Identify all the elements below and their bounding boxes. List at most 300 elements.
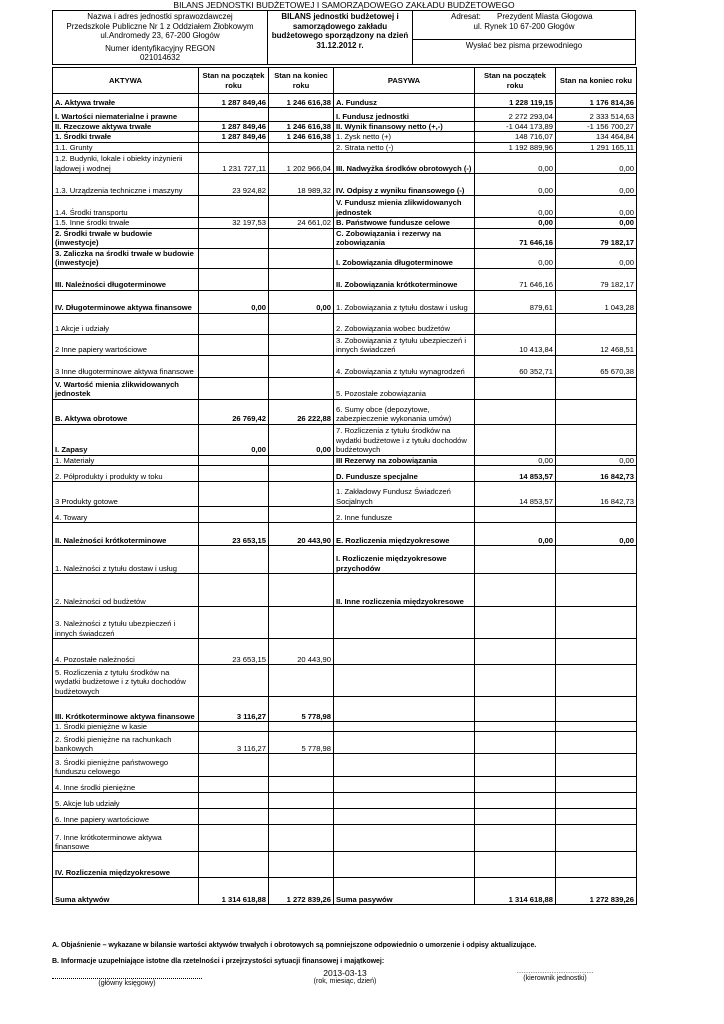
asset-end-value: 20 443,90 <box>269 523 334 546</box>
liability-name <box>334 607 475 639</box>
addressee-name: Prezydent Miasta Głogowa <box>497 12 593 21</box>
asset-end-value: 0,00 <box>269 424 334 455</box>
asset-end-value <box>269 754 334 777</box>
asset-end-value: 24 661,02 <box>269 218 334 228</box>
asset-start-value: 1 314 618,88 <box>199 878 269 905</box>
liability-end-value <box>556 732 637 754</box>
table-row <box>53 825 637 852</box>
liability-end-value <box>556 639 637 665</box>
table-row <box>53 153 637 174</box>
asset-end-value <box>269 722 334 732</box>
asset-end-value <box>269 196 334 218</box>
liability-end-value <box>556 507 637 523</box>
date-block <box>290 968 400 985</box>
liability-start-value <box>475 809 556 825</box>
asset-name: 2. Należności od budżetów <box>53 574 199 607</box>
asset-end-value <box>269 777 334 793</box>
asset-end-value <box>269 455 334 465</box>
asset-start-value <box>199 852 269 878</box>
liability-name: 4. Zobowiązania z tytułu wynagrodzeń <box>334 355 475 377</box>
table-row <box>53 313 637 334</box>
asset-name: 7. Inne krótkoterminowe aktywa finansowe <box>53 825 199 852</box>
asset-start-value <box>199 607 269 639</box>
col-header-aktywa: AKTYWA <box>53 68 199 94</box>
asset-start-value <box>199 466 269 482</box>
asset-end-value: 26 222,88 <box>269 399 334 424</box>
table-row <box>53 142 637 152</box>
liability-start-value: 879,61 <box>475 290 556 313</box>
liability-end-value: 16 842,73 <box>556 482 637 507</box>
asset-end-value: 5 778,98 <box>269 732 334 754</box>
liability-end-value <box>556 697 637 722</box>
liability-end-value <box>556 313 637 334</box>
asset-start-value: 1 287 849,46 <box>199 132 269 142</box>
liability-start-value: 1 228 119,15 <box>475 94 556 108</box>
col-header-pasywa: PASYWA <box>334 68 475 94</box>
liability-start-value: 1 314 618,88 <box>475 878 556 905</box>
table-row <box>53 424 637 455</box>
table-row <box>53 546 637 574</box>
asset-start-value: 23 653,15 <box>199 523 269 546</box>
table-row <box>53 108 637 122</box>
table-row <box>53 809 637 825</box>
table-row <box>53 574 637 607</box>
asset-name: 3. Należności z tytułu ubezpieczeń i innych świadczeń <box>53 607 199 639</box>
table-row <box>53 218 637 228</box>
asset-name: 4. Towary <box>53 507 199 523</box>
asset-start-value <box>199 482 269 507</box>
liability-end-value: 0,00 <box>556 523 637 546</box>
table-row <box>53 248 637 268</box>
asset-end-value <box>269 142 334 152</box>
asset-name: 1.2. Budynki, lokale i obiekty inżynierii lądowej i wodnej <box>53 153 199 174</box>
balance-table <box>52 67 637 905</box>
asset-name: 3. Zaliczka na środki trwałe w budowie (inwestycje) <box>53 248 199 268</box>
liability-start-value <box>475 665 556 697</box>
asset-name: 1. Środki trwałe <box>53 132 199 142</box>
asset-end-value <box>269 482 334 507</box>
liability-name: III Rezerwy na zobowiązania <box>334 455 475 465</box>
table-row <box>53 697 637 722</box>
liability-end-value: 134 464,84 <box>556 132 637 142</box>
asset-start-value: 23 653,15 <box>199 639 269 665</box>
liability-end-value <box>556 377 637 399</box>
asset-end-value <box>269 466 334 482</box>
liability-end-value <box>556 852 637 878</box>
liability-start-value: 71 646,16 <box>475 228 556 248</box>
liability-start-value: 0,00 <box>475 196 556 218</box>
liability-start-value: 10 413,84 <box>475 334 556 355</box>
liability-end-value <box>556 825 637 852</box>
table-row <box>53 377 637 399</box>
asset-end-value <box>269 334 334 355</box>
liability-end-value: 0,00 <box>556 455 637 465</box>
table-row <box>53 793 637 809</box>
liability-start-value <box>475 852 556 878</box>
asset-start-value <box>199 355 269 377</box>
liability-name: II. Inne rozliczenia międzyokresowe <box>334 574 475 607</box>
asset-name: B. Aktywa obrotowe <box>53 399 199 424</box>
asset-end-value: 1 246 616,38 <box>269 122 334 132</box>
asset-start-value <box>199 574 269 607</box>
asset-name: I. Zapasy <box>53 424 199 455</box>
asset-end-value <box>269 825 334 852</box>
liability-start-value: -1 044 173,89 <box>475 122 556 132</box>
liability-start-value: 0,00 <box>475 218 556 228</box>
asset-end-value: 18 989,32 <box>269 174 334 196</box>
asset-start-value <box>199 546 269 574</box>
asset-end-value <box>269 268 334 290</box>
liability-name <box>334 825 475 852</box>
liability-name: 6. Sumy obce (depozytowe, zabezpieczenie wykonania umów) <box>334 399 475 424</box>
asset-start-value <box>199 507 269 523</box>
asset-end-value <box>269 546 334 574</box>
asset-start-value: 1 287 849,46 <box>199 122 269 132</box>
liability-name: V. Fundusz mienia zlikwidowanych jednostek <box>334 196 475 218</box>
asset-start-value <box>199 108 269 122</box>
asset-end-value <box>269 313 334 334</box>
liability-end-value: 0,00 <box>556 153 637 174</box>
liability-name: Suma pasywów <box>334 878 475 905</box>
asset-end-value: 0,00 <box>269 290 334 313</box>
asset-start-value: 1 231 727,11 <box>199 153 269 174</box>
liability-start-value <box>475 574 556 607</box>
liability-start-value <box>475 697 556 722</box>
table-row <box>53 665 637 697</box>
asset-start-value: 3 116,27 <box>199 732 269 754</box>
liability-start-value: 71 646,16 <box>475 268 556 290</box>
liability-end-value <box>556 607 637 639</box>
asset-name: A. Aktywa trwałe <box>53 94 199 108</box>
liability-name: C. Zobowiązania i rezerwy na zobowiązania <box>334 228 475 248</box>
asset-name: 3 Inne długoterminowe aktywa finansowe <box>53 355 199 377</box>
asset-start-value <box>199 268 269 290</box>
table-row <box>53 94 637 108</box>
asset-name: 4. Inne środki pieniężne <box>53 777 199 793</box>
asset-name: V. Wartość mienia zlikwidowanych jednostek <box>53 377 199 399</box>
liability-name <box>334 665 475 697</box>
liability-end-value: 1 043,28 <box>556 290 637 313</box>
table-row <box>53 132 637 142</box>
asset-name: 1.4. Środki transportu <box>53 196 199 218</box>
balance-title-line1: BILANS jednostki budżetowej i <box>281 12 399 21</box>
liability-name: 2. Strata netto (-) <box>334 142 475 152</box>
asset-name: 1. Należności z tytułu dostaw i usług <box>53 546 199 574</box>
table-row <box>53 722 637 732</box>
asset-start-value <box>199 809 269 825</box>
liability-name <box>334 754 475 777</box>
asset-name: 2. Środki trwałe w budowie (inwestycje) <box>53 228 199 248</box>
asset-start-value: 0,00 <box>199 424 269 455</box>
table-row <box>53 466 637 482</box>
liability-end-value: 79 182,17 <box>556 228 637 248</box>
liability-name: 2. Inne fundusze <box>334 507 475 523</box>
liability-end-value: 65 670,38 <box>556 355 637 377</box>
liability-name <box>334 852 475 878</box>
asset-name: 6. Inne papiery wartościowe <box>53 809 199 825</box>
liability-name: 7. Rozliczenia z tytułu środków na wydatki budżetowe i z tytułu dochodów budżetowych <box>334 424 475 455</box>
liability-end-value: 0,00 <box>556 196 637 218</box>
asset-start-value: 32 197,53 <box>199 218 269 228</box>
liability-name <box>334 732 475 754</box>
accountant-label: (główny księgowy) <box>98 980 156 987</box>
liability-end-value <box>556 546 637 574</box>
asset-name: II. Należności krótkoterminowe <box>53 523 199 546</box>
document-title: BILANS JEDNOSTKI BUDŻETOWEJ I SAMORZĄDOWEGO ZAKŁADU BUDŻETOWEGO <box>173 0 515 10</box>
table-row <box>53 268 637 290</box>
table-row <box>53 174 637 196</box>
asset-name: IV. Długoterminowe aktywa finansowe <box>53 290 199 313</box>
liability-start-value <box>475 825 556 852</box>
liability-start-value: 1 192 889,96 <box>475 142 556 152</box>
asset-name: 5. Akcje lub udziały <box>53 793 199 809</box>
liability-name: 5. Pozostałe zobowiązania <box>334 377 475 399</box>
unit-label: Nazwa i adres jednostki sprawozdawczej <box>87 12 233 21</box>
liability-name: 2. Zobowiązania wobec budżetów <box>334 313 475 334</box>
liability-name: III. Nadwyżka środków obrotowych (-) <box>334 153 475 174</box>
balance-title-line3: budżetowego sporządzony na dzień <box>271 31 409 40</box>
asset-name: 3 Produkty gotowe <box>53 482 199 507</box>
liability-end-value: 79 182,17 <box>556 268 637 290</box>
unit-name: Przedszkole Publiczne Nr 1 z Oddziałem Żłobkowym <box>66 21 254 31</box>
table-row <box>53 196 637 218</box>
liability-end-value <box>556 722 637 732</box>
table-row <box>53 290 637 313</box>
asset-start-value <box>199 825 269 852</box>
col-header-liabilities-end: Stan na koniec roku <box>556 68 637 94</box>
regon-label: Numer identyfikacyjny REGON <box>105 43 215 53</box>
liability-name: I. Zobowiązania długoterminowe <box>334 248 475 268</box>
asset-name: 2. Środki pieniężne na rachunkach bankowych <box>53 732 199 754</box>
asset-name: 1.1. Grunty <box>53 142 199 152</box>
liability-start-value: 0,00 <box>475 153 556 174</box>
liability-name <box>334 809 475 825</box>
liability-end-value: 0,00 <box>556 218 637 228</box>
liability-name: D. Fundusze specjalne <box>334 466 475 482</box>
asset-start-value <box>199 248 269 268</box>
liability-start-value <box>475 793 556 809</box>
liability-name: B. Państwowe fundusze celowe <box>334 218 475 228</box>
asset-end-value: 20 443,90 <box>269 639 334 665</box>
table-row <box>53 334 637 355</box>
liability-name: I. Fundusz jednostki <box>334 108 475 122</box>
liability-end-value <box>556 574 637 607</box>
balance-title-line2: samorządowego zakładu <box>292 21 388 31</box>
liability-end-value <box>556 777 637 793</box>
asset-start-value <box>199 142 269 152</box>
liability-start-value <box>475 424 556 455</box>
asset-start-value <box>199 377 269 399</box>
table-row <box>53 355 637 377</box>
asset-end-value <box>269 248 334 268</box>
asset-end-value <box>269 574 334 607</box>
asset-start-value <box>199 722 269 732</box>
liability-name: I. Rozliczenie międzyokresowe przychodów <box>334 546 475 574</box>
liability-start-value: 0,00 <box>475 248 556 268</box>
asset-start-value <box>199 228 269 248</box>
liability-name: IV. Odpisy z wyniku finansowego (-) <box>334 174 475 196</box>
liability-end-value: 0,00 <box>556 174 637 196</box>
liability-name <box>334 777 475 793</box>
liability-start-value <box>475 313 556 334</box>
asset-end-value <box>269 809 334 825</box>
liability-start-value: 2 272 293,04 <box>475 108 556 122</box>
liability-end-value: 16 842,73 <box>556 466 637 482</box>
date-label: (rok, miesiąc, dzień) <box>313 978 377 985</box>
liability-start-value <box>475 732 556 754</box>
asset-start-value <box>199 455 269 465</box>
unit-address: ul.Andromedy 23, 67-200 Głogów <box>100 31 220 40</box>
col-header-assets-end: Stan na koniec roku <box>269 68 334 94</box>
asset-start-value: 26 769,42 <box>199 399 269 424</box>
asset-end-value: 5 778,98 <box>269 697 334 722</box>
regon-value: 021014632 <box>139 53 181 62</box>
col-header-assets-start: Stan na początek roku <box>199 68 269 94</box>
liability-start-value <box>475 607 556 639</box>
liability-end-value: 1 176 814,36 <box>556 94 637 108</box>
table-row <box>53 455 637 465</box>
liability-name <box>334 793 475 809</box>
header-table <box>52 10 636 65</box>
liability-end-value: 0,00 <box>556 248 637 268</box>
liability-end-value: 2 333 514,63 <box>556 108 637 122</box>
liability-end-value <box>556 424 637 455</box>
asset-start-value <box>199 196 269 218</box>
asset-end-value <box>269 852 334 878</box>
asset-name: I. Wartości niematerialne i prawne <box>53 108 199 122</box>
liability-end-value <box>556 399 637 424</box>
balance-title-cell <box>268 11 413 65</box>
liability-end-value <box>556 665 637 697</box>
liability-end-value: -1 156 700,27 <box>556 122 637 132</box>
asset-start-value <box>199 777 269 793</box>
liability-start-value: 0,00 <box>475 455 556 465</box>
table-row <box>53 122 637 132</box>
asset-name: 2 Inne papiery wartościowe <box>53 334 199 355</box>
table-row <box>53 507 637 523</box>
liability-start-value: 0,00 <box>475 174 556 196</box>
asset-name: Suma aktywów <box>53 878 199 905</box>
liability-end-value: 1 291 165,11 <box>556 142 637 152</box>
liability-end-value: 1 272 839,26 <box>556 878 637 905</box>
liability-name <box>334 639 475 665</box>
asset-start-value: 0,00 <box>199 290 269 313</box>
liability-start-value: 60 352,71 <box>475 355 556 377</box>
table-row <box>53 878 637 905</box>
liability-end-value: 12 468,51 <box>556 334 637 355</box>
asset-end-value <box>269 607 334 639</box>
table-row <box>53 852 637 878</box>
table-row <box>53 754 637 777</box>
asset-name: 1. Materiały <box>53 455 199 465</box>
liability-name: 3. Zobowiązania z tytułu ubezpieczeń i innych świadczeń <box>334 334 475 355</box>
reporting-unit-cell <box>53 11 268 65</box>
asset-name: IV. Rozliczenia międzyokresowe <box>53 852 199 878</box>
asset-name: 1. Środki pieniężne w kasie <box>53 722 199 732</box>
liability-name <box>334 722 475 732</box>
table-row <box>53 399 637 424</box>
asset-start-value <box>199 334 269 355</box>
liability-start-value: 148 716,07 <box>475 132 556 142</box>
asset-start-value: 3 116,27 <box>199 697 269 722</box>
asset-start-value: 1 287 849,46 <box>199 94 269 108</box>
liability-start-value <box>475 399 556 424</box>
liability-start-value <box>475 777 556 793</box>
asset-start-value <box>199 665 269 697</box>
asset-end-value <box>269 228 334 248</box>
asset-end-value <box>269 665 334 697</box>
send-note: Wysłać bez pisma przewodniego <box>413 39 635 62</box>
asset-end-value <box>269 108 334 122</box>
liability-name: 1. Zobowiązania z tytułu dostaw i usług <box>334 290 475 313</box>
table-row <box>53 228 637 248</box>
balance-rows <box>53 94 637 905</box>
report-date: 2013-03-13 <box>323 968 367 978</box>
liability-start-value <box>475 377 556 399</box>
table-row <box>53 607 637 639</box>
asset-start-value: 23 924,82 <box>199 174 269 196</box>
addressee-cell <box>413 11 636 65</box>
asset-name: 4. Pozostałe należności <box>53 639 199 665</box>
asset-start-value <box>199 313 269 334</box>
liability-start-value: 14 853,57 <box>475 466 556 482</box>
manager-signature <box>490 968 620 982</box>
asset-name: 5. Rozliczenia z tytułu środków na wydatki budżetowe i z tytułu dochodów budżetowych <box>53 665 199 697</box>
liability-end-value <box>556 754 637 777</box>
asset-name: 3. Środki pieniężne państwowego funduszu celowego <box>53 754 199 777</box>
asset-end-value <box>269 377 334 399</box>
asset-end-value <box>269 793 334 809</box>
asset-start-value <box>199 754 269 777</box>
liability-start-value: 0,00 <box>475 523 556 546</box>
liability-name <box>334 697 475 722</box>
liability-start-value <box>475 722 556 732</box>
liability-name: II. Wynik finansowy netto (+,-) <box>334 122 475 132</box>
liability-name: 1. Zysk netto (+) <box>334 132 475 142</box>
asset-name: 2. Półprodukty i produkty w toku <box>53 466 199 482</box>
liability-name: A. Fundusz <box>334 94 475 108</box>
asset-name: 1.3. Urządzenia techniczne i maszyny <box>53 174 199 196</box>
asset-name: 1.5. Inne środki trwałe <box>53 218 199 228</box>
asset-end-value: 1 202 966,04 <box>269 153 334 174</box>
asset-end-value: 1 246 616,38 <box>269 132 334 142</box>
asset-name: III. Krótkoterminowe aktywa finansowe <box>53 697 199 722</box>
asset-end-value <box>269 355 334 377</box>
table-row <box>53 639 637 665</box>
liability-start-value: 14 853,57 <box>475 482 556 507</box>
liability-start-value <box>475 546 556 574</box>
addressee-address: ul. Rynek 10 67-200 Głogów <box>473 21 575 31</box>
asset-end-value: 1 246 616,38 <box>269 94 334 108</box>
liability-start-value <box>475 754 556 777</box>
balance-date: 31.12.2012 r. <box>316 40 364 50</box>
footnote-a: A. Objaśnienie – wykazane w bilansie wartości aktywów trwałych i obrotowych są pomniejszone odpowiednio o umorzenie i odpisy aktualizujące. <box>52 942 537 949</box>
liability-name: E. Rozliczenia międzyokresowe <box>334 523 475 546</box>
asset-end-value: 1 272 839,26 <box>269 878 334 905</box>
manager-signature-dots: …………………………… <box>516 968 594 975</box>
asset-name: 1 Akcje i udziały <box>53 313 199 334</box>
table-row <box>53 482 637 507</box>
asset-name: III. Należności długoterminowe <box>53 268 199 290</box>
table-row <box>53 732 637 754</box>
liability-name: II. Zobowiązania krótkoterminowe <box>334 268 475 290</box>
asset-name: II. Rzeczowe aktywa trwałe <box>53 122 199 132</box>
footnote-b: B. Informacje uzupełniające istotne dla rzetelności i przejrzystości sytuacji finansowej i majątkowej: <box>52 958 385 965</box>
manager-label: (kierownik jednostki) <box>523 975 587 982</box>
liability-start-value <box>475 507 556 523</box>
liability-end-value <box>556 809 637 825</box>
liability-name: 1. Zakładowy Fundusz Świadczeń Socjalnych <box>334 482 475 507</box>
